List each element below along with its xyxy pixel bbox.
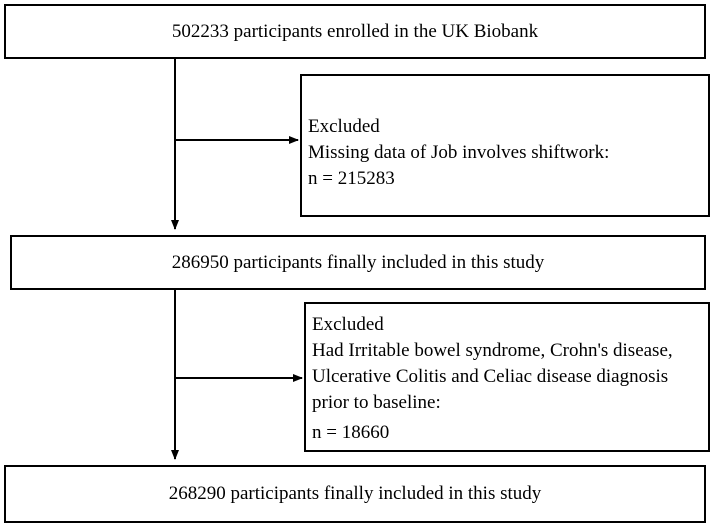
enrolled-box [4,4,706,59]
included-2-label: 268290 participants finally included in this study [168,483,542,504]
exclusion-2-reason-line-2: Ulcerative Colitis and Celiac disease diagnosis [312,366,669,387]
exclusion-2-count: n = 18660 [312,422,390,443]
exclusion-2-reason-line-3: prior to baseline: [312,392,441,413]
included-1-label: 286950 participants finally included in this study [171,251,545,273]
exclusion-1-reason: Missing data of Job involves shiftwork: [308,142,610,163]
included-box-2 [4,465,706,523]
exclusion-2-heading: Excluded [312,314,384,335]
included-box-1 [10,235,706,290]
exclusion-1-heading: Excluded [308,116,380,137]
enrolled-label: 502233 participants enrolled in the UK Biobank [171,20,539,42]
exclusion-box-2 [304,302,710,452]
exclusion-box-1 [300,74,710,217]
exclusion-1-count: n = 215283 [308,168,395,189]
exclusion-2-reason-line-1: Had Irritable bowel syndrome, Crohn's disease, [312,340,673,361]
